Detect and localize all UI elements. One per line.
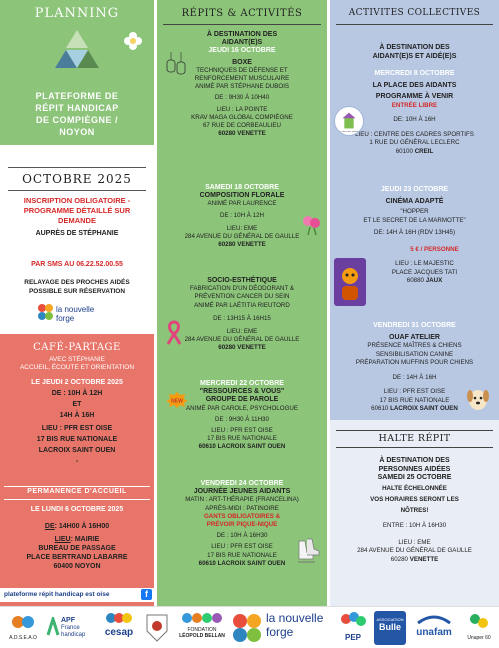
event-time: DE : 10H À 16H30 [216, 532, 268, 540]
planning-title: PLANNING [34, 6, 120, 21]
new-badge-icon [166, 392, 188, 408]
event-name: BOXE [232, 58, 252, 66]
la-nouvelle-forge-logo-footer: la nouvelle forge [266, 611, 324, 639]
event-name: CINÉMA ADAPTÉ [385, 197, 444, 205]
cesap-icon [104, 611, 134, 625]
cafe-title: CAFÉ-PARTAGE [33, 342, 121, 353]
event-name: SOCIO-ESTHÉTIQUE [207, 277, 277, 284]
halte-repit-section [330, 420, 499, 606]
flower-icon [122, 30, 144, 52]
event-time: DE : 10H À 12H [219, 211, 265, 219]
event-date: MERCREDI 8 OCTOBRE [374, 70, 455, 77]
permanence-date: LE LUNDI 6 OCTOBRE 2025 [30, 506, 124, 513]
event-socio-esthetique: SOCIO-ESTHÉTIQUE FABRICATION D'UN DÉODORANT & PRÉVENTION CANCER DU SEIN ANIMÉ PAR LAÉTITIA RIEUTORD DE : 13H15 À 16H15 LIEU: EME 284 AVENUE DU GÉNÉRAL DE GAULLE 60280 VENETTE [157, 277, 327, 353]
right-column [330, 0, 499, 606]
event-time: DE : 13H15 À 16H15 [213, 314, 271, 322]
apf-icon [46, 617, 60, 637]
flower-bouquet-icon [300, 213, 322, 237]
event-date: VENDREDI 24 OCTOBRE [200, 480, 284, 487]
divider [163, 24, 321, 25]
ice-skates-icon [295, 537, 321, 565]
cafe-time-1: DE : 10H À 12H [51, 390, 103, 397]
halte-time: ENTRE : 10H À 16H30 [382, 522, 447, 529]
event-ressources-et-vous: MERCREDI 22 OCTOBRE "RESSOURCES & VOUS" GROUPE DE PAROLE ANIMÉ PAR CAROLE, PSYCHOLOGUE DE : 9H30 À 11H30 LIEU : PFR EST OISE 17 BIS RUE NATIONALE 60610 LACROIX SAINT OUEN [157, 380, 327, 452]
cafe-date: LE JEUDI 2 OCTOBRE 2025 [31, 379, 123, 386]
audience-header: À DESTINATION DES AIDANT(E)S ET AIDÉ(E)S [372, 44, 457, 60]
divider [336, 447, 493, 448]
event-composition-florale: SAMEDI 18 OCTOBRE COMPOSITION FLORALE ANIMÉ PAR LAURENCE DE : 10H À 12H LIEU: EME 284 AVENUE DU GÉNÉRAL DE GAULLE 60280 VENETTE [157, 184, 327, 249]
event-ouaf-atelier: VENDREDI 31 OCTOBRE OUAF ATELIER PRÉSENCE MAÎTRES & CHIENS SENSIBILISATION CANINE PRÉPARATION MUFFINS POUR CHIENS DE : 14H À 16H LIEU : PFR EST OISE 17 BIS RUE NATIONALE 60610 LACROIX SAINT OUEN [330, 322, 499, 414]
contact-person: AUPRÈS DE STÉPHANIE [35, 230, 119, 237]
puzzle-triangle-icon [52, 28, 102, 74]
event-date: JEUDI 23 OCTOBRE [380, 186, 449, 193]
facebook-page-name[interactable]: plateforme répit handicap est oise [4, 591, 110, 598]
month-title: OCTOBRE 2025 [22, 172, 132, 186]
unaper-logo: Unaper 60 [462, 611, 496, 645]
permanence-title: PERMANENCE D'ACCUEIL [27, 488, 127, 495]
unafam-logo: unafam [410, 611, 458, 645]
divider [8, 167, 146, 168]
event-time: DE : 14H À 16H [392, 373, 437, 381]
place-logo-text: La place des aidants [339, 131, 359, 134]
permanence-details: DE: 14H00 À 16H00 LIEU: MAIRIE BUREAU DE PASSAGE PLACE BERTRAND LABARRE 60400 NOYON [26, 523, 128, 570]
fondation-crest-icon [142, 611, 172, 645]
pink-ribbon-icon [165, 320, 183, 346]
relayage-notice: RELAYAGE DES PROCHES AIDÉS POSSIBLE SUR RÉSERVATION [24, 279, 130, 295]
fondation-leopold-bellan-logo: FONDATION LÉOPOLD BELLAN [176, 611, 228, 645]
repits-activites-title: RÉPITS & ACTIVITÉS [181, 8, 303, 19]
halte-repit-title: HALTE RÉPIT [378, 433, 451, 444]
event-time: DE: 14H À 16H (RDV 13H45) [373, 229, 456, 236]
event-time: DE : 9H30 À 10H40 [214, 94, 270, 102]
halte-details: À DESTINATION DES PERSONNES AIDÉES SAMEDI 25 OCTOBRE HALTE ÉCHELONNÉE VOS HORAIRES SERONT LES NÔTRES! ENTRE : 10H À 16H30 LIEU : EME 284 AVENUE DU GÉNÉRAL DE GAULLE 60280 VENETTE [330, 457, 499, 564]
event-journee-jeunes-aidants: VENDREDI 24 OCTOBRE JOURNÉE JEUNES AIDANTS MATIN : ART-THÉRAPIE (FRANCELINA) APRÈS-MIDI : PATINOIRE GANTS OBLIGATOIRES & PRÉVOIR PIQUE-NIQUE DE : 10H À 16H30 LIEU : PFR EST OISE 17 BIS RUE NATIONALE 60610 LACROIX SAINT OUEN [157, 480, 327, 568]
partner-logos [0, 606, 499, 648]
pep-icon [338, 611, 368, 631]
event-date: JEUDI 16 OCTOBRE [208, 47, 276, 55]
activites-collectives-title: ACTIVITES COLLECTIVES [348, 8, 481, 18]
event-name: OUAF ATELIER [389, 333, 440, 341]
movie-poster-image [334, 258, 366, 306]
unaper-icon [467, 611, 491, 633]
facebook-link[interactable] [0, 588, 154, 602]
event-time: DE : 9H30 À 11H30 [215, 415, 269, 423]
halte-date: SAMEDI 25 OCTOBRE [377, 474, 452, 481]
pep-logo: PEP [336, 611, 370, 645]
place-des-aidants-logo [334, 106, 364, 136]
divider [8, 190, 146, 191]
left-column [0, 0, 154, 606]
event-name: "RESSOURCES & VOUS" [199, 388, 285, 396]
cafe-time-2: 14H À 16H [59, 412, 95, 419]
bulle-logo: ASSOCIATION Bulle [374, 611, 406, 645]
planning-header [0, 0, 154, 145]
event-date: MERCREDI 22 OCTOBRE [200, 380, 284, 387]
nf-logo-text-1: la nouvelle [56, 305, 95, 314]
sms-contact[interactable]: PAR SMS AU 06.22.52.00.55 [31, 261, 123, 268]
adseao-icon [10, 611, 36, 633]
middle-column [157, 0, 327, 606]
cafe-location: LIEU : PFR EST OISE [41, 425, 113, 432]
event-time: DE: 10H À 16H [393, 116, 436, 123]
event-name: JOURNÉE JEUNES AIDANTS [193, 488, 291, 496]
fondation-icon [177, 611, 227, 625]
la-nouvelle-forge-logo [36, 300, 116, 326]
event-name: COMPOSITION FLORALE [199, 192, 285, 200]
divider [336, 430, 493, 431]
unafam-icon [414, 611, 454, 625]
dog-icon [464, 384, 492, 414]
divider [336, 24, 493, 25]
cafe-details: LE JEUDI 2 OCTOBRE 2025 DE : 10H À 12H ET 14H À 16H LIEU : PFR EST OISE 17 BIS RUE NATIONALE LACROIX SAINT OUEN - [0, 377, 154, 467]
event-cinema-adapte: JEUDI 23 OCTOBRE CINÉMA ADAPTÉ "HOPPER ET LE SECRET DE LA MARMOTTE" DE: 14H À 16H (RDV 13H45) 5 € / PERSONNE LIEU : LE MAJESTIC PLACE JACQUES TATI 60880 JAUX [330, 186, 499, 286]
event-price: 5 € / PERSONNE [410, 245, 459, 253]
cafe-subtitle: AVEC STÉPHANIE ACCUEIL, ÉCOUTE ET ORIENTATION [19, 356, 135, 371]
cafe-partage-section [0, 334, 154, 484]
platform-title: PLATEFORME DE RÉPIT HANDICAP DE COMPIÈGNE / NOYON [35, 91, 119, 137]
adseao-logo: A.D.S.E.A.O [4, 611, 42, 645]
apf-logo: APF France handicap [46, 611, 96, 645]
new-badge-text: NEW [171, 398, 183, 405]
la-nouvelle-forge-icon [230, 611, 264, 645]
event-boxe: À DESTINATION DES AIDANT(E)S JEUDI 16 OCTOBRE BOXE TECHNIQUES DE DÉFENSE ET RENFORCEMENT MUSCULAIRE ANIMÉ PAR STÉPHANE DUBOIS DE : 9H30 À 10H40 LIEU : LA POINTE KRAV MAGA GLOBAL COMPIÈGNE 67 RUE DE CORBEAULIEU 60280 VENETTE [157, 31, 327, 138]
cesap-logo: cesap [100, 611, 138, 645]
nf-logo-text-2: forge [56, 314, 75, 323]
event-date: SAMEDI 18 OCTOBRE [205, 184, 279, 191]
event-place-des-aidants: MERCREDI 8 OCTOBRE LA PLACE DES AIDANTS PROGRAMME À VENIR ENTRÉE LIBRE DE: 10H À 16H LIEU : CENTRE DES CADRES SPORTIFS 1 RUE DU GÉNÉRAL LECLERC 60100 CREIL [330, 70, 499, 156]
facebook-icon[interactable]: f [141, 589, 152, 600]
inscription-notice: INSCRIPTION OBLIGATOIRE - PROGRAMME DÉTAILLÉ SUR DEMANDE [23, 196, 131, 225]
free-entry: ENTRÉE LIBRE [391, 101, 438, 109]
event-date: VENDREDI 31 OCTOBRE [373, 322, 456, 329]
